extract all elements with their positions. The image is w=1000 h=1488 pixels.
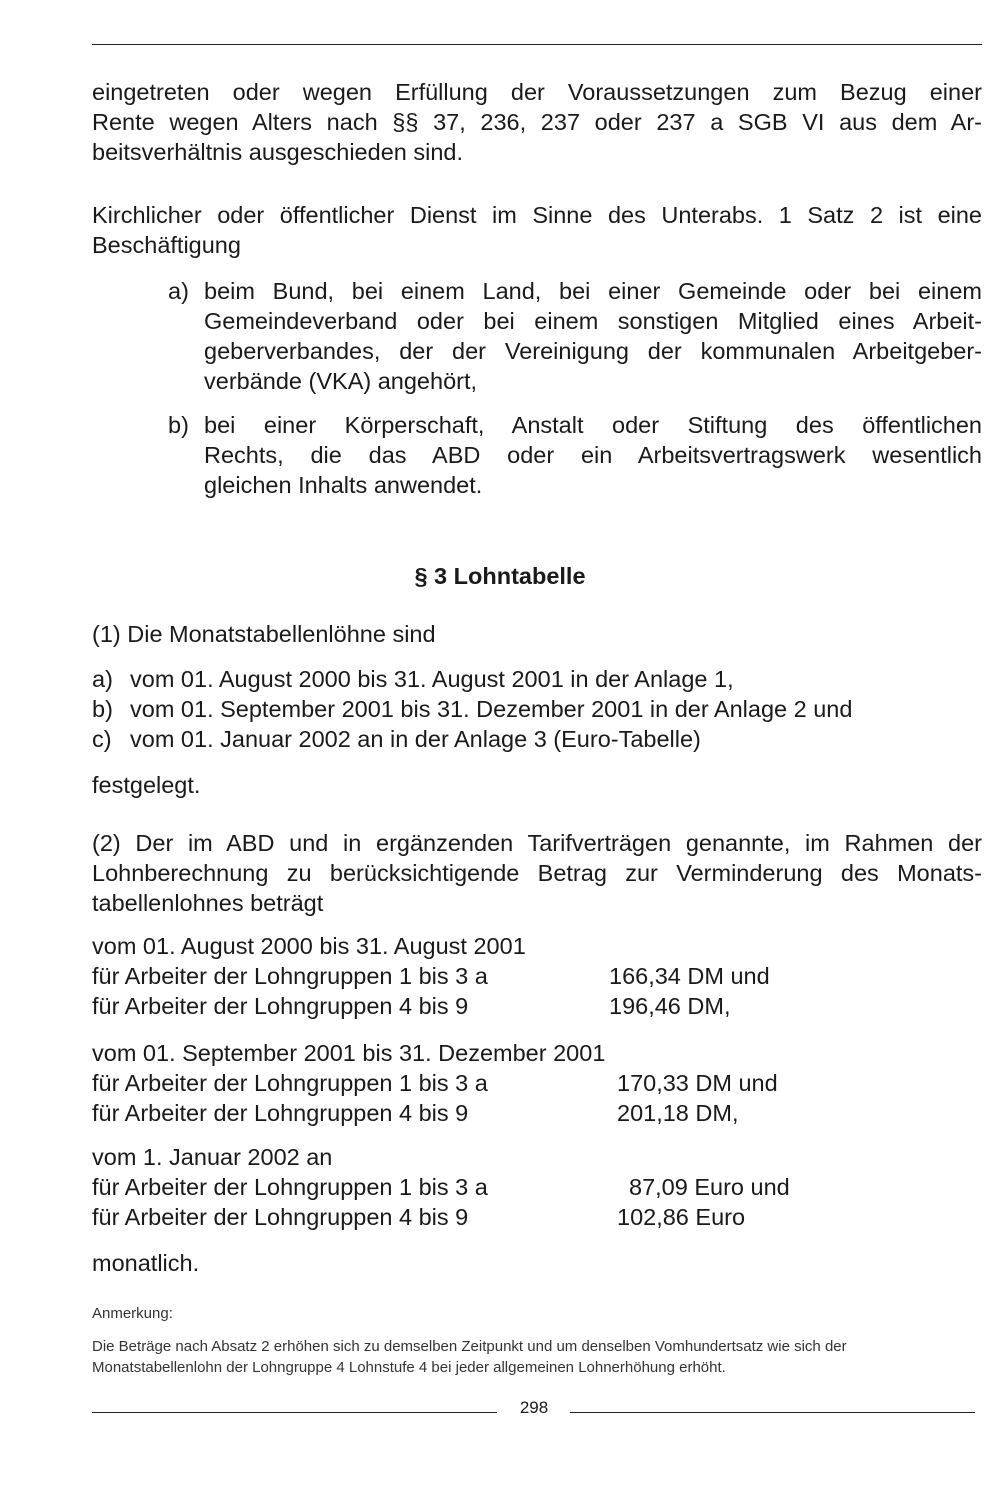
list-marker: a) (92, 666, 113, 692)
amount-label: für Arbeiter der Lohngruppen 4 bis 9 (92, 993, 469, 1019)
paragraph-1-end (92, 770, 982, 800)
amount-row (92, 991, 982, 1021)
text-line: Rechts, die das ABD oder ein Arbeitsvertragswerk wesentlich (204, 442, 982, 468)
list-item-text: vom 01. Januar 2002 an in der Anlage 3 (Euro-Tabelle) (130, 726, 701, 752)
amount-label: für Arbeiter der Lohngruppen 4 bis 9 (92, 1204, 469, 1230)
footer-rule-left (92, 1412, 497, 1413)
amount-row (92, 1172, 982, 1202)
amount-value: 87,09 Euro und (629, 1174, 790, 1200)
period-label: vom 01. August 2000 bis 31. August 2001 (92, 933, 526, 959)
list-item-text (204, 410, 982, 500)
text-line: beitsverhältnis ausgeschieden sind. (92, 139, 464, 165)
list-item-text (204, 276, 982, 396)
amount-value: 196,46 DM, (609, 993, 731, 1019)
note-text: Die Beträge nach Absatz 2 erhöhen sich zu demselben Zeitpunkt und um denselben Vomhundertsatz wie sich der Monatstabellenlohn der Lohngruppe 4 Lohnstufe 4 bei jeder allgemeinen Lohnerhöhung erhöht. (92, 1338, 847, 1376)
text-line: Rente wegen Alters nach §§ 37, 236, 237 oder 237 a SGB VI aus dem Ar- (92, 109, 982, 135)
amount-row (92, 1068, 982, 1098)
amount-label: für Arbeiter der Lohngruppen 1 bis 3 a (92, 1070, 488, 1096)
amount-block-1 (92, 931, 982, 1021)
text-line: beim Bund, bei einem Land, bei einer Gemeinde oder bei einem (204, 278, 982, 304)
section-heading: § 3 Lohntabelle (414, 563, 586, 589)
page-number: 298 (519, 1398, 549, 1417)
text-line: eingetreten oder wegen Erfüllung der Voraussetzungen zum Bezug einer (92, 79, 982, 105)
amount-block-3 (92, 1142, 982, 1232)
text-line: Kirchlicher oder öffentlicher Dienst im Sinne des Unterabs. 1 Satz 2 ist eine (92, 202, 982, 228)
definition-paragraph (92, 200, 982, 260)
text-line: gleichen Inhalts anwendet. (204, 472, 483, 498)
text-line: verbände (VKA) angehört, (204, 368, 478, 394)
amount-block-2 (92, 1038, 982, 1128)
text-line: bei einer Körperschaft, Anstalt oder Stiftung des öffentlichen (204, 412, 982, 438)
text-line: (1) Die Monatstabellenlöhne sind (92, 621, 436, 647)
list-marker: b) (168, 412, 189, 438)
text-line: geberverbandes, der der Vereinigung der kommunalen Arbeitgeber- (204, 338, 982, 364)
period-label: vom 1. Januar 2002 an (92, 1144, 333, 1170)
paragraph-1-intro (92, 619, 982, 649)
period-label: vom 01. September 2001 bis 31. Dezember 2001 (92, 1040, 606, 1066)
list-marker: c) (92, 726, 112, 752)
paragraph-2-end (92, 1248, 982, 1278)
amount-value: 201,18 DM, (617, 1100, 739, 1126)
amount-value: 170,33 DM und (617, 1070, 778, 1096)
list-item-text: vom 01. September 2001 bis 31. Dezember 2001 in der Anlage 2 und (130, 696, 853, 722)
amount-value: 166,34 DM und (609, 963, 770, 989)
paragraph-2 (92, 828, 982, 918)
note-title: Anmerkung: (92, 1305, 173, 1322)
continuation-paragraph (92, 77, 982, 167)
list-item-text: vom 01. August 2000 bis 31. August 2001 in der Anlage 1, (130, 666, 734, 692)
text-line: Gemeindeverband oder bei einem sonstigen Mitglied eines Arbeit- (204, 308, 982, 334)
amount-value: 102,86 Euro (617, 1204, 746, 1230)
text-line: festgelegt. (92, 772, 201, 798)
text-line: monatlich. (92, 1250, 200, 1276)
text-line: tabellenlohnes beträgt (92, 890, 324, 916)
amount-label: für Arbeiter der Lohngruppen 4 bis 9 (92, 1100, 469, 1126)
text-line: Beschäftigung (92, 232, 241, 258)
amount-row (92, 1098, 982, 1128)
list-marker: b) (92, 696, 113, 722)
text-line: Lohnberechnung zu berücksichtigende Betrag zur Verminderung des Monats- (92, 860, 982, 886)
footer-rule-right (570, 1412, 975, 1413)
amount-row (92, 1202, 982, 1232)
amount-label: für Arbeiter der Lohngruppen 1 bis 3 a (92, 1174, 488, 1200)
amount-row (92, 961, 982, 991)
amount-label: für Arbeiter der Lohngruppen 1 bis 3 a (92, 963, 488, 989)
text-line: (2) Der im ABD und in ergänzenden Tarifverträgen genannte, im Rahmen der (92, 830, 982, 856)
header-rule (92, 44, 982, 45)
list-marker: a) (168, 278, 189, 304)
